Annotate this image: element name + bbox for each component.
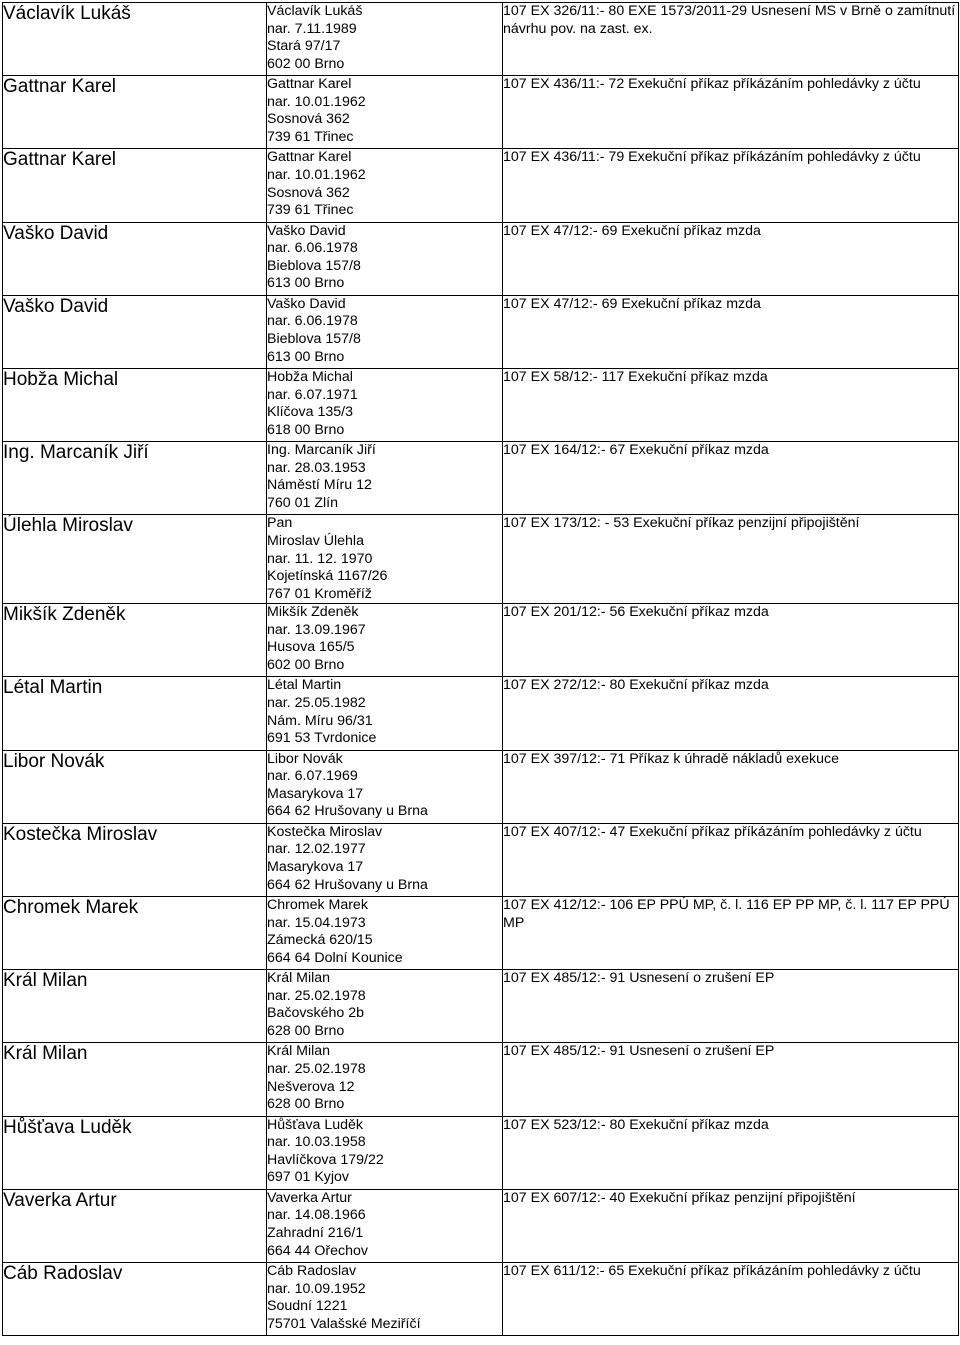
address-line: nar. 14.08.1966 [267,1207,366,1224]
case-description-cell: 107 EX 173/12: - 53 Exekuční příkaz penzijní připojištění [503,515,959,604]
address-cell [267,515,503,604]
address-line: Havlíčkova 179/22 [267,1151,384,1168]
address-line: nar. 7.11.1989 [267,20,357,37]
recipient-name-cell: Cáb Radoslav [3,1262,267,1335]
address-cell [267,368,503,441]
case-description-cell: 107 EX 485/12:- 91 Usnesení o zrušení EP [503,970,959,1043]
address-line: Sosnová 362 [267,111,350,128]
address-cell [267,677,503,750]
address-line: Soudní 1221 [267,1298,348,1315]
address-line: Cáb Radoslav [267,1262,357,1279]
address-line: Mikšík Zdeněk [267,604,359,621]
recipient-name-cell: Mikšík Zdeněk [3,604,267,677]
table-row [3,750,959,823]
case-description-cell: 107 EX 412/12:- 106 EP PPÚ MP, č. l. 116 EP PP MP, č. l. 117 EP PPÚ MP [503,897,959,970]
recipient-name-cell: Chromek Marek [3,897,267,970]
recipient-name-cell: Král Milan [3,970,267,1043]
table-row [3,295,959,368]
case-description-cell: 107 EX 47/12:- 69 Exekuční příkaz mzda [503,295,959,368]
table-row [3,222,959,295]
address-line: nar. 6.07.1971 [267,386,358,403]
table-row [3,76,959,149]
address-cell [267,823,503,896]
address-line: nar. 6.06.1978 [267,240,358,257]
address-line: Miroslav Úlehla [267,532,364,549]
address-line: Král Milan [267,970,331,987]
address-line: Král Milan [267,1043,331,1060]
address-line: nar. 13.09.1967 [267,621,366,638]
address-line: 760 01 Zlín [267,494,338,511]
address-cell [267,149,503,222]
address-cell [267,222,503,295]
case-description-cell: 107 EX 326/11:- 80 EXE 1573/2011-29 Usnesení MS v Brně o zamítnutí návrhu pov. na zast. ex. [503,3,959,76]
address-line: Zahradní 216/1 [267,1224,364,1241]
address-line: nar. 11. 12. 1970 [267,550,373,567]
address-line: Bačovského 2b [267,1005,365,1022]
table-row [3,1262,959,1335]
address-line: Gattnar Karel [267,149,352,166]
address-line: Masarykova 17 [267,785,364,802]
address-line: Vaško David [267,222,346,239]
case-description-cell: 107 EX 397/12:- 71 Příkaz k úhradě nákladů exekuce [503,750,959,823]
address-cell [267,1262,503,1335]
recipient-name-cell: Vaverka Artur [3,1189,267,1262]
address-cell [267,1116,503,1189]
address-line: nar. 25.05.1982 [267,695,366,712]
address-line: nar. 6.07.1969 [267,768,358,785]
address-line: Bieblova 157/8 [267,330,361,347]
case-description-cell: 107 EX 436/11:- 79 Exekuční příkaz příkázáním pohledávky z účtu [503,149,959,222]
address-line: Gattnar Karel [267,76,352,93]
address-line: nar. 10.03.1958 [267,1134,366,1151]
address-cell [267,604,503,677]
address-line: nar. 25.02.1978 [267,987,366,1004]
address-line: 602 00 Brno [267,55,345,72]
address-line: Zámecká 620/15 [267,932,373,949]
address-line: 691 53 Tvrdonice [267,730,377,747]
recipient-name-cell: Vaško David [3,295,267,368]
address-cell [267,442,503,515]
records-table-body [3,3,959,1336]
address-cell [267,76,503,149]
address-line: Libor Novák [267,750,343,767]
recipient-name-cell: Hůšťava Luděk [3,1116,267,1189]
table-row [3,604,959,677]
case-description-cell: 107 EX 164/12:- 67 Exekuční příkaz mzda [503,442,959,515]
address-line: 697 01 Kyjov [267,1169,350,1186]
address-line: 613 00 Brno [267,275,345,292]
address-line: nar. 28.03.1953 [267,459,366,476]
address-line: nar. 6.06.1978 [267,313,358,330]
address-line: Bieblova 157/8 [267,257,361,274]
case-description-cell: 107 EX 436/11:- 72 Exekuční příkaz příkázáním pohledávky z účtu [503,76,959,149]
address-line: Klíčova 135/3 [267,404,353,421]
address-cell [267,1043,503,1116]
address-line: nar. 10.01.1962 [267,93,366,110]
address-line: Chromek Marek [267,897,368,914]
recipient-name-cell: Gattnar Karel [3,149,267,222]
address-line: 628 00 Brno [267,1096,345,1113]
table-row [3,515,959,604]
address-line: Husova 165/5 [267,639,355,656]
address-line: Hůšťava Luděk [267,1116,364,1133]
address-cell [267,750,503,823]
address-line: Nám. Míru 96/31 [267,712,373,729]
recipient-name-cell: Úlehla Miroslav [3,515,267,604]
address-line: Létal Martin [267,677,342,694]
case-description-cell: 107 EX 611/12:- 65 Exekuční příkaz příkázáním pohledávky z účtu [503,1262,959,1335]
recipient-name-cell: Létal Martin [3,677,267,750]
address-line: 664 44 Ořechov [267,1242,368,1259]
recipient-name-cell: Václavík Lukáš [3,3,267,76]
address-line: Sosnová 362 [267,184,350,201]
table-row [3,677,959,750]
address-cell [267,3,503,76]
table-row [3,970,959,1043]
case-description-cell: 107 EX 272/12:- 80 Exekuční příkaz mzda [503,677,959,750]
address-line: 664 64 Dolní Kounice [267,949,403,966]
address-line: 613 00 Brno [267,348,345,365]
address-cell [267,295,503,368]
case-description-cell: 107 EX 607/12:- 40 Exekuční příkaz penzijní připojištění [503,1189,959,1262]
address-line: Stará 97/17 [267,38,341,55]
recipient-name-cell: Kostečka Miroslav [3,823,267,896]
table-row [3,823,959,896]
address-cell [267,1189,503,1262]
address-line: Pan [267,515,293,532]
address-cell [267,970,503,1043]
recipient-name-cell: Gattnar Karel [3,76,267,149]
table-row [3,149,959,222]
case-description-cell: 107 EX 523/12:- 80 Exekuční příkaz mzda [503,1116,959,1189]
recipient-name-cell: Ing. Marcaník Jiří [3,442,267,515]
case-description-cell: 107 EX 58/12:- 117 Exekuční příkaz mzda [503,368,959,441]
address-line: Nešverova 12 [267,1078,355,1095]
address-line: nar. 12.02.1977 [267,841,366,858]
address-line: 618 00 Brno [267,421,345,438]
records-table [2,2,959,1336]
address-line: Kojetínská 1167/26 [267,568,388,585]
address-line: Kostečka Miroslav [267,823,383,840]
table-row [3,1043,959,1116]
address-line: 664 62 Hrušovany u Brna [267,803,428,820]
address-line: 602 00 Brno [267,657,345,674]
address-line: Náměstí Míru 12 [267,477,372,494]
address-cell [267,897,503,970]
address-line: 664 62 Hrušovany u Brna [267,876,428,893]
address-line: Hobža Michal [267,368,353,385]
address-line: Vaško David [267,295,346,312]
address-line: nar. 15.04.1973 [267,914,366,931]
case-description-cell: 107 EX 201/12:- 56 Exekuční příkaz mzda [503,604,959,677]
table-row [3,1116,959,1189]
table-row [3,897,959,970]
table-row [3,368,959,441]
recipient-name-cell: Hobža Michal [3,368,267,441]
address-line: nar. 10.09.1952 [267,1280,366,1297]
address-line: 739 61 Třinec [267,128,354,145]
case-description-cell: 107 EX 485/12:- 91 Usnesení o zrušení EP [503,1043,959,1116]
address-line: 628 00 Brno [267,1023,345,1039]
recipient-name-cell: Libor Novák [3,750,267,823]
address-line: Ing. Marcaník Jiří [267,442,376,459]
address-line: 767 01 Kroměříž [267,585,372,602]
case-description-cell: 107 EX 407/12:- 47 Exekuční příkaz příkázáním pohledávky z účtu [503,823,959,896]
table-row [3,1189,959,1262]
address-line: nar. 10.01.1962 [267,166,366,183]
recipient-name-cell: Král Milan [3,1043,267,1116]
table-row [3,442,959,515]
table-row [3,3,959,76]
address-line: nar. 25.02.1978 [267,1061,366,1077]
case-description-cell: 107 EX 47/12:- 69 Exekuční příkaz mzda [503,222,959,295]
address-line: Vaverka Artur [267,1189,352,1206]
address-line: 75701 Valašské Meziříčí [267,1315,421,1332]
recipient-name-cell: Vaško David [3,222,267,295]
address-line: Václavík Lukáš [267,3,363,19]
address-line: Masarykova 17 [267,859,364,876]
address-line: 739 61 Třinec [267,202,354,219]
